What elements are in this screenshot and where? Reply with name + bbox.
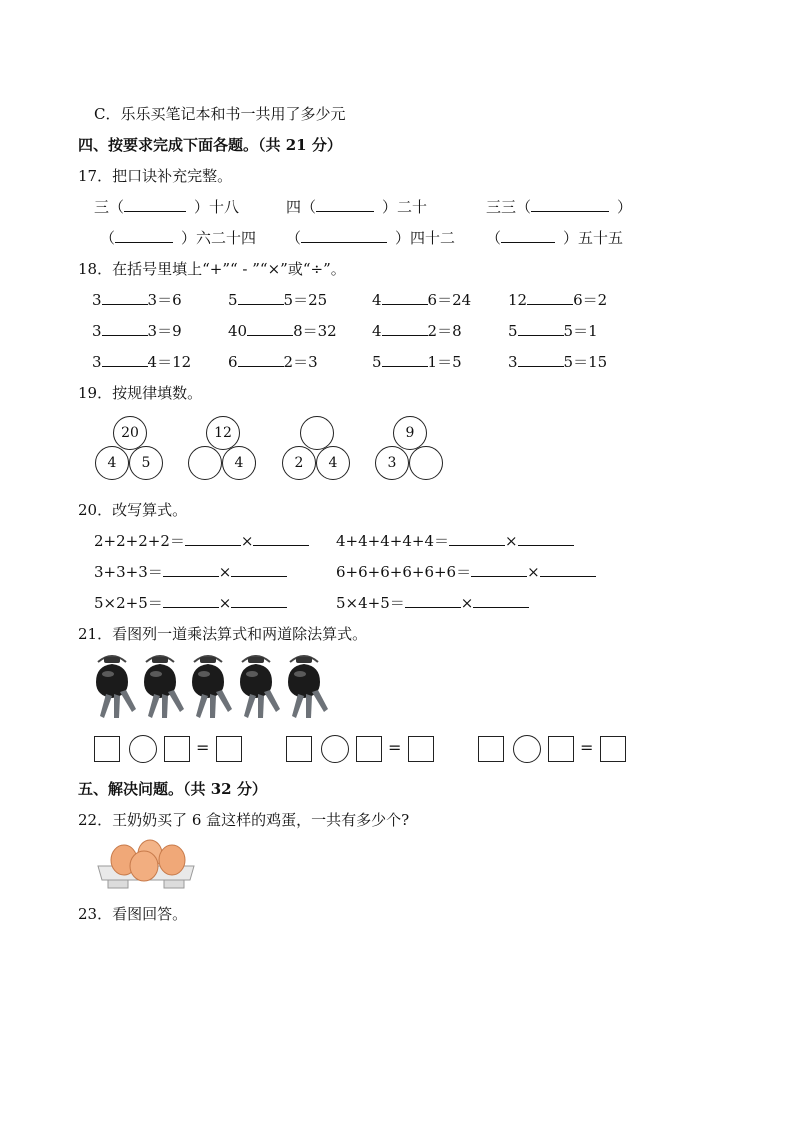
q20-left-1-expr: 2+2+2+2＝	[94, 532, 185, 550]
q18-operand-a: 12	[508, 291, 528, 309]
section-5-heading: 五、解决问题。（共 32 分）	[78, 780, 267, 798]
q20-times: ×	[240, 532, 254, 550]
q19-group-4	[375, 416, 445, 482]
q19-group-4-top: 9	[393, 416, 427, 450]
q18-operator-blank[interactable]	[382, 290, 428, 305]
q20-right-2-blank-b[interactable]	[540, 562, 596, 577]
q18-operand-b-result: 2＝8	[427, 322, 462, 340]
key-bunch-3	[192, 656, 232, 718]
q19-group-2	[188, 416, 258, 482]
q17-item-2-pre: 四（	[286, 198, 317, 216]
q17-item-2-post: ）二十	[382, 198, 428, 216]
question-19-title: 19．按规律填数。	[78, 384, 203, 402]
q18-item-r2-c1	[92, 320, 182, 341]
egg-3	[159, 845, 185, 875]
q18-operand-b-result: 6＝2	[573, 291, 608, 309]
q20-left-1-blank-b[interactable]	[253, 531, 309, 546]
q18-item-r1-c3	[372, 289, 471, 310]
q19-group-2-left[interactable]	[188, 446, 222, 480]
q17-item-1-pre: 三（	[94, 198, 125, 216]
key-bunch-5	[288, 656, 328, 718]
q18-operand-b-result: 6＝24	[427, 291, 472, 309]
egg-4	[130, 851, 158, 881]
q19-group-2-right: 4	[222, 446, 256, 480]
q19-group-4-left: 3	[375, 446, 409, 480]
q20-left-2-expr: 3+3+3＝	[94, 563, 163, 581]
q21-eq2-number-box-1[interactable]	[286, 736, 312, 762]
q18-operator-blank[interactable]	[518, 352, 564, 367]
q19-group-4-right[interactable]	[409, 446, 443, 480]
q18-item-r2-c3	[372, 320, 462, 341]
q18-operator-blank[interactable]	[247, 321, 293, 336]
q17-item-5-blank[interactable]	[301, 228, 387, 243]
q18-item-r3-c3	[372, 351, 462, 372]
q20-right-1-expr: 4+4+4+4+4＝	[336, 532, 449, 550]
q17-item-2	[286, 196, 427, 217]
q21-eq1-number-box-3[interactable]	[164, 736, 190, 762]
q18-operand-b-result: 3＝9	[147, 322, 182, 340]
q18-item-r1-c4	[508, 289, 607, 310]
q20-right-3-blank-a[interactable]	[405, 593, 461, 608]
q19-group-1-right: 5	[129, 446, 163, 480]
q19-group-3	[282, 416, 352, 482]
q18-operand-a: 5	[228, 291, 238, 309]
q17-item-5-pre: （	[286, 229, 302, 247]
q19-group-3-top[interactable]	[300, 416, 334, 450]
egg-carton-illustration	[94, 836, 198, 892]
q21-eq2-operator-circle[interactable]	[321, 735, 349, 763]
q20-times: ×	[505, 532, 518, 550]
q17-item-6	[486, 227, 623, 248]
q18-operand-a: 4	[372, 291, 382, 309]
q21-eq2-equals-sign: =	[388, 738, 402, 757]
q18-item-r2-c4	[508, 320, 598, 341]
q21-eq3-equals-sign: =	[580, 738, 594, 757]
q18-operator-blank[interactable]	[102, 352, 148, 367]
q18-operand-b-result: 5＝1	[563, 322, 598, 340]
q18-item-r3-c4	[508, 351, 607, 372]
q20-right-3-expr: 5×4+5＝	[336, 594, 405, 612]
q17-item-4	[100, 227, 256, 248]
q18-item-r3-c2	[228, 351, 318, 372]
q18-operator-blank[interactable]	[238, 290, 284, 305]
q18-operand-a: 3	[92, 353, 102, 371]
key-bunch-1	[96, 656, 136, 718]
q19-group-1-left: 4	[95, 446, 129, 480]
q19-group-1-top: 20	[113, 416, 147, 450]
key-bunch-2	[144, 656, 184, 718]
q21-eq2-number-box-3[interactable]	[356, 736, 382, 762]
q18-operator-blank[interactable]	[518, 321, 564, 336]
q20-right-3	[336, 592, 529, 613]
q17-item-1-blank[interactable]	[124, 197, 186, 212]
keys-illustration	[92, 652, 332, 720]
q19-group-2-top: 12	[206, 416, 240, 450]
q17-item-5	[286, 227, 455, 248]
q17-item-1	[94, 196, 239, 217]
q17-item-4-pre: （	[100, 229, 116, 247]
q18-operand-a: 5	[508, 322, 518, 340]
q18-operand-a: 6	[228, 353, 238, 371]
question-22-title: 22．王奶奶买了 6 盒这样的鸡蛋，一共有多少个?	[78, 811, 410, 829]
q21-eq3-number-box-5[interactable]	[600, 736, 626, 762]
q21-eq1-operator-circle[interactable]	[129, 735, 157, 763]
q21-eq1-number-box-1[interactable]	[94, 736, 120, 762]
q18-operand-b-result: 5＝25	[283, 291, 328, 309]
q20-left-3-blank-a[interactable]	[163, 593, 219, 608]
q17-item-3-post: ）	[617, 198, 633, 216]
q20-left-3-blank-b[interactable]	[231, 593, 287, 608]
q18-operator-blank[interactable]	[102, 321, 148, 336]
q20-right-1-blank-a[interactable]	[449, 531, 505, 546]
q18-operand-a: 3	[92, 291, 102, 309]
question-16-option-c: C．乐乐买笔记本和书一共用了多少元	[94, 105, 346, 123]
q18-operand-b-result: 1＝5	[427, 353, 462, 371]
q17-item-3	[486, 196, 632, 217]
q20-right-3-blank-b[interactable]	[473, 593, 529, 608]
q18-operand-a: 3	[508, 353, 518, 371]
q17-item-4-post: ）六二十四	[181, 229, 257, 247]
q18-operand-b-result: 4＝12	[147, 353, 192, 371]
q21-eq3-number-box-3[interactable]	[548, 736, 574, 762]
q21-eq3-number-box-1[interactable]	[478, 736, 504, 762]
q18-operator-blank[interactable]	[382, 352, 428, 367]
q20-left-2-blank-a[interactable]	[163, 562, 219, 577]
q18-item-r2-c2	[228, 320, 337, 341]
q17-item-6-pre: （	[486, 229, 502, 247]
q20-left-3-expr: 5×2+5＝	[94, 594, 163, 612]
q20-left-2	[94, 561, 287, 582]
q17-item-4-blank[interactable]	[115, 228, 173, 243]
q19-group-1	[95, 416, 165, 482]
q18-item-r1-c2	[228, 289, 327, 310]
question-23-title: 23．看图回答。	[78, 905, 188, 923]
q17-item-5-post: ）四十二	[395, 229, 456, 247]
q20-times: ×	[527, 563, 540, 581]
q20-right-1-blank-b[interactable]	[518, 531, 574, 546]
q18-operator-blank[interactable]	[238, 352, 284, 367]
q20-left-2-blank-b[interactable]	[231, 562, 287, 577]
q18-operand-b-result: 2＝3	[283, 353, 318, 371]
q20-left-1-blank-a[interactable]	[185, 531, 241, 546]
q20-right-2	[336, 561, 596, 582]
q17-item-3-blank[interactable]	[531, 197, 609, 212]
q18-operator-blank[interactable]	[102, 290, 148, 305]
key-bunch-4	[240, 656, 280, 718]
q18-operand-b-result: 5＝15	[563, 353, 608, 371]
q18-operand-a: 4	[372, 322, 382, 340]
q20-right-1	[336, 530, 574, 551]
q17-item-6-post: ）五十五	[563, 229, 624, 247]
q19-group-3-left: 2	[282, 446, 316, 480]
q20-left-3	[94, 592, 287, 613]
q18-operand-a: 3	[92, 322, 102, 340]
q21-eq2-number-box-5[interactable]	[408, 736, 434, 762]
q17-item-3-pre: 三三（	[486, 198, 532, 216]
question-18-title: 18．在括号里填上“+”“ - ”“×”或“÷”。	[78, 260, 346, 278]
q20-times: ×	[218, 563, 232, 581]
question-17-title: 17．把口诀补充完整。	[78, 167, 233, 185]
q20-right-2-blank-a[interactable]	[471, 562, 527, 577]
q18-operator-blank[interactable]	[382, 321, 428, 336]
question-21-title: 21．看图列一道乘法算式和两道除法算式。	[78, 625, 368, 643]
q18-operand-b-result: 3＝6	[147, 291, 182, 309]
section-4-heading: 四、按要求完成下面各题。（共 21 分）	[78, 136, 342, 154]
question-20-title: 20．改写算式。	[78, 501, 188, 519]
q18-operand-b-result: 8＝32	[293, 322, 337, 340]
q19-group-3-right: 4	[316, 446, 350, 480]
q17-item-2-blank[interactable]	[316, 197, 374, 212]
q21-eq3-operator-circle[interactable]	[513, 735, 541, 763]
q21-eq1-equals-sign: =	[196, 738, 210, 757]
q17-item-6-blank[interactable]	[501, 228, 555, 243]
q18-item-r1-c1	[92, 289, 182, 310]
q21-eq1-number-box-5[interactable]	[216, 736, 242, 762]
q20-times: ×	[460, 594, 474, 612]
q20-left-1	[94, 530, 309, 551]
q18-operand-a: 40	[228, 322, 248, 340]
q20-times: ×	[218, 594, 232, 612]
q18-operator-blank[interactable]	[527, 290, 573, 305]
q18-item-r3-c1	[92, 351, 191, 372]
q18-operand-a: 5	[372, 353, 382, 371]
q20-right-2-expr: 6+6+6+6+6+6＝	[336, 563, 472, 581]
q17-item-1-post: ）十八	[194, 198, 240, 216]
